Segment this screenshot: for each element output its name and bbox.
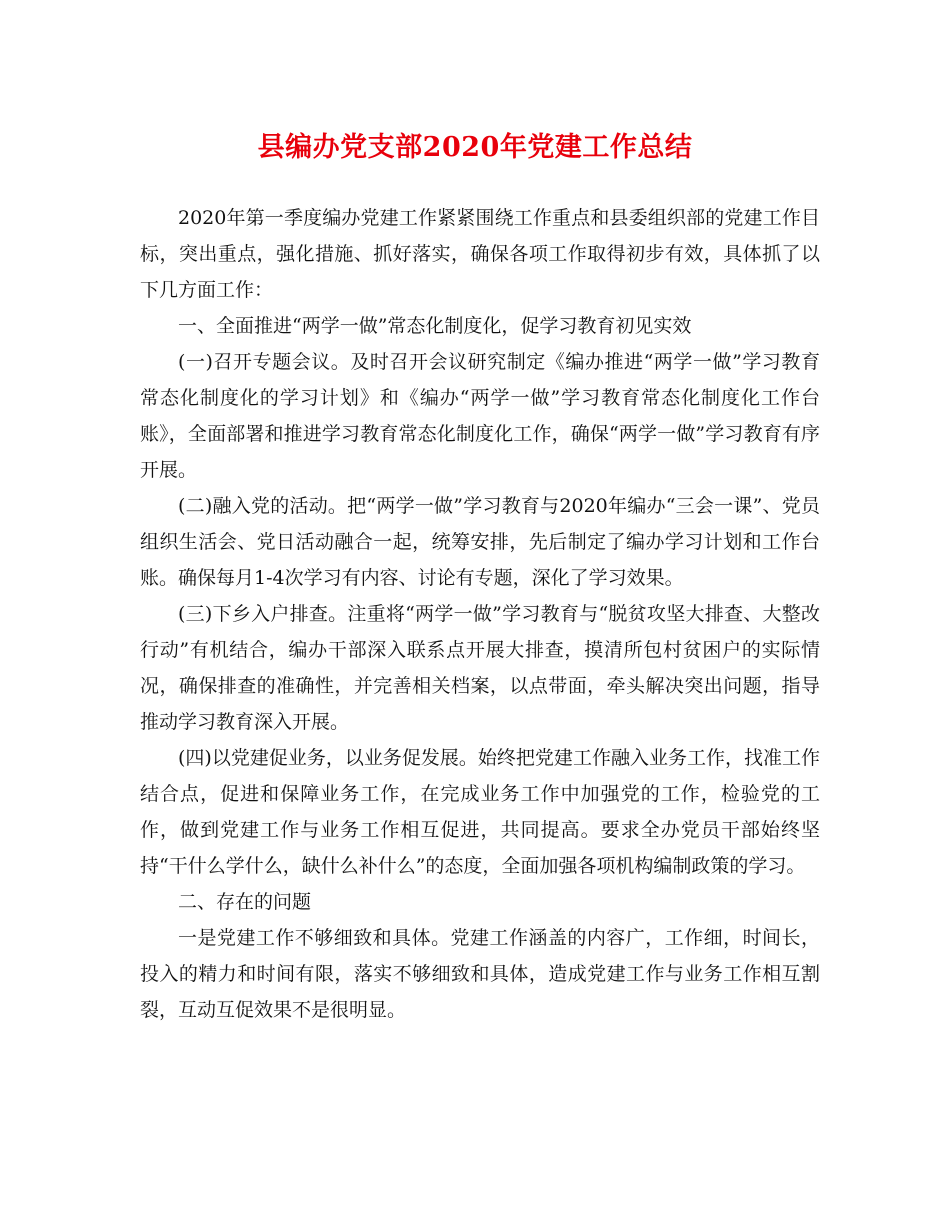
section-heading-1: 一、全面推进“两学一做”常态化制度化，促学习教育初见实效 xyxy=(178,315,692,337)
section-heading-2: 二、存在的问题 xyxy=(178,891,312,913)
subsection-paragraph-1: (一)召开专题会议。及时召开会议研究制定《编办推进“两学一做”学习教育常态化制度化的学习计划》和《编办“两学一做”学习教育常态化制度化工作台账》，全面部署和推进学习教育常态化制度化工作，确保“两学一做”学习教育有序开展。 xyxy=(140,351,820,481)
subsection-paragraph-3: (三)下乡入户排查。注重将“两学一做”学习教育与“脱贫攻坚大排查、大整改行动”有机结合，编办干部深入联系点开展大排查，摸清所包村贫困户的实际情况，确保排查的准确性，并完善相关档案，以点带面，牵头解决突出问题，指导推动学习教育深入开展。 xyxy=(140,603,820,733)
subsection-paragraph-2: (二)融入党的活动。把“两学一做”学习教育与2020年编办“三会一课”、党员组织生活会、党日活动融合一起，统筹安排，先后制定了编办学习计划和工作台账。确保每月1-4次学习有内容、讨论有专题，深化了学习效果。 xyxy=(140,495,820,589)
document-body xyxy=(140,200,820,1028)
intro-paragraph: 2020年第一季度编办党建工作紧紧围绕工作重点和县委组织部的党建工作目标，突出重点，强化措施、抓好落实，确保各项工作取得初步有效，具体抓了以下几方面工作： xyxy=(140,207,820,301)
document-title: 县编办党支部2020年党建工作总结 xyxy=(257,132,693,163)
subsection-paragraph-4: (四)以党建促业务，以业务促发展。始终把党建工作融入业务工作，找准工作结合点，促进和保障业务工作，在完成业务工作中加强党的工作，检验党的工作，做到党建工作与业务工作相互促进，共同提高。要求全办党员干部始终坚持“干什么学什么，缺什么补什么”的态度，全面加强各项机构编制政策的学习。 xyxy=(140,747,820,877)
problem-paragraph-1: 一是党建工作不够细致和具体。党建工作涵盖的内容广，工作细，时间长，投入的精力和时间有限，落实不够细致和具体，造成党建工作与业务工作相互割裂，互动互促效果不是很明显。 xyxy=(140,927,820,1021)
